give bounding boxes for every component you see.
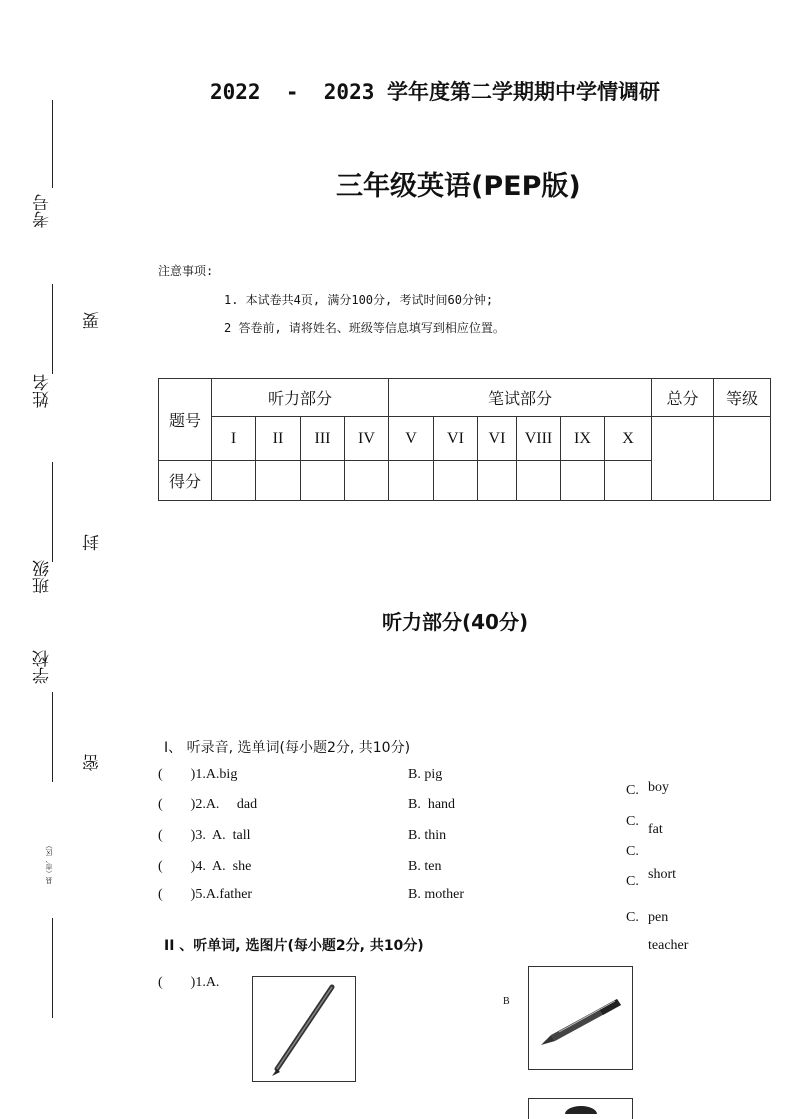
seal-char-feng: 封 — [83, 534, 103, 551]
option-c-letter: C. — [626, 844, 639, 859]
exam-no-line — [52, 100, 53, 188]
option-c-letter: C. — [626, 874, 639, 889]
col-numeral: V — [389, 417, 434, 461]
picture-fragment-icon — [529, 1102, 632, 1114]
score-cell[interactable] — [212, 461, 256, 501]
score-cell[interactable] — [434, 461, 478, 501]
seal-char-mi: 密 — [83, 754, 103, 771]
option-c-word: teacher — [648, 938, 689, 953]
pen-picture — [528, 966, 633, 1070]
option-c-word: short — [648, 867, 676, 882]
total-header: 总分 — [652, 379, 714, 417]
class-line — [52, 462, 53, 562]
pen-icon — [529, 967, 632, 1069]
row-label-score: 得分 — [159, 461, 212, 501]
col-numeral: VI — [434, 417, 478, 461]
writing-header: 笔试部分 — [389, 379, 652, 417]
school-line — [52, 692, 53, 782]
question-2-a: ( )2.A. dad — [158, 797, 258, 812]
option-b-label: B — [503, 996, 510, 1007]
class-label: 班级 — [33, 560, 53, 594]
question-3-b: B. thin — [408, 828, 447, 843]
col-numeral: VI — [478, 417, 517, 461]
option-c-word: pen — [648, 910, 669, 925]
score-cell[interactable] — [605, 461, 652, 501]
row-label-question: 题号 — [159, 379, 212, 461]
option-c-letter: C. — [626, 910, 639, 925]
question-2-b: B. hand — [408, 797, 456, 812]
notice-item: 1. 本试卷共4页, 满分100分, 考试时间60分钟; — [224, 293, 494, 307]
section-title: 听力部分(40分) — [382, 610, 529, 634]
pencil-icon — [253, 977, 355, 1081]
question-4-b: B. ten — [408, 859, 442, 874]
question-5-b: B. mother — [408, 887, 464, 902]
option-c-letter: C. — [626, 783, 639, 798]
name-line — [52, 284, 53, 374]
total-score-cell[interactable] — [652, 417, 714, 501]
page-title: 2022 - 2023 学年度第二学期期中学情调研 — [210, 80, 661, 104]
page-subtitle: 三年级英语(PEP版) — [336, 171, 581, 202]
seal-char-yao: 要 — [83, 312, 103, 329]
col-numeral: IV — [345, 417, 389, 461]
score-cell[interactable] — [389, 461, 434, 501]
question-5-a: ( )5.A.father — [158, 887, 253, 902]
score-cell[interactable] — [301, 461, 345, 501]
option-c-word: boy — [648, 780, 669, 795]
question-1-a: ( )1.A.big — [158, 767, 238, 782]
part2-heading: II 、听单词, 选图片(每小题2分, 共10分) — [164, 938, 424, 954]
col-numeral: III — [301, 417, 345, 461]
question-1-b: B. pig — [408, 767, 443, 782]
col-numeral: VIII — [517, 417, 561, 461]
score-cell[interactable] — [478, 461, 517, 501]
option-c-letter: C. — [626, 814, 639, 829]
listening-header: 听力部分 — [212, 379, 389, 417]
col-numeral: IX — [561, 417, 605, 461]
score-cell[interactable] — [345, 461, 389, 501]
name-label: 姓名 — [33, 374, 53, 408]
part2-question-1: ( )1.A. — [158, 975, 220, 990]
school-label: 学校 — [33, 650, 53, 684]
col-numeral: X — [605, 417, 652, 461]
part1-heading: I、 听录音, 选单词(每小题2分, 共10分) — [164, 740, 411, 756]
exam-no-label: 考号 — [33, 194, 53, 228]
score-cell[interactable] — [256, 461, 301, 501]
score-cell[interactable] — [561, 461, 605, 501]
grade-cell[interactable] — [714, 417, 771, 501]
notice-heading: 注意事项: — [158, 264, 214, 278]
col-numeral: I — [212, 417, 256, 461]
col-numeral: II — [256, 417, 301, 461]
score-cell[interactable] — [517, 461, 561, 501]
notice-item: 2 答卷前, 请将姓名、班级等信息填写到相应位置。 — [224, 321, 505, 335]
question-4-a: ( )4. A. she — [158, 859, 252, 874]
question-3-a: ( )3. A. tall — [158, 828, 251, 843]
score-table — [158, 378, 771, 501]
county-line — [52, 918, 53, 1018]
pencil-picture — [252, 976, 356, 1082]
county-label: 县（市、区） — [45, 842, 53, 884]
option-c-word: fat — [648, 822, 663, 837]
grade-header: 等级 — [714, 379, 771, 417]
